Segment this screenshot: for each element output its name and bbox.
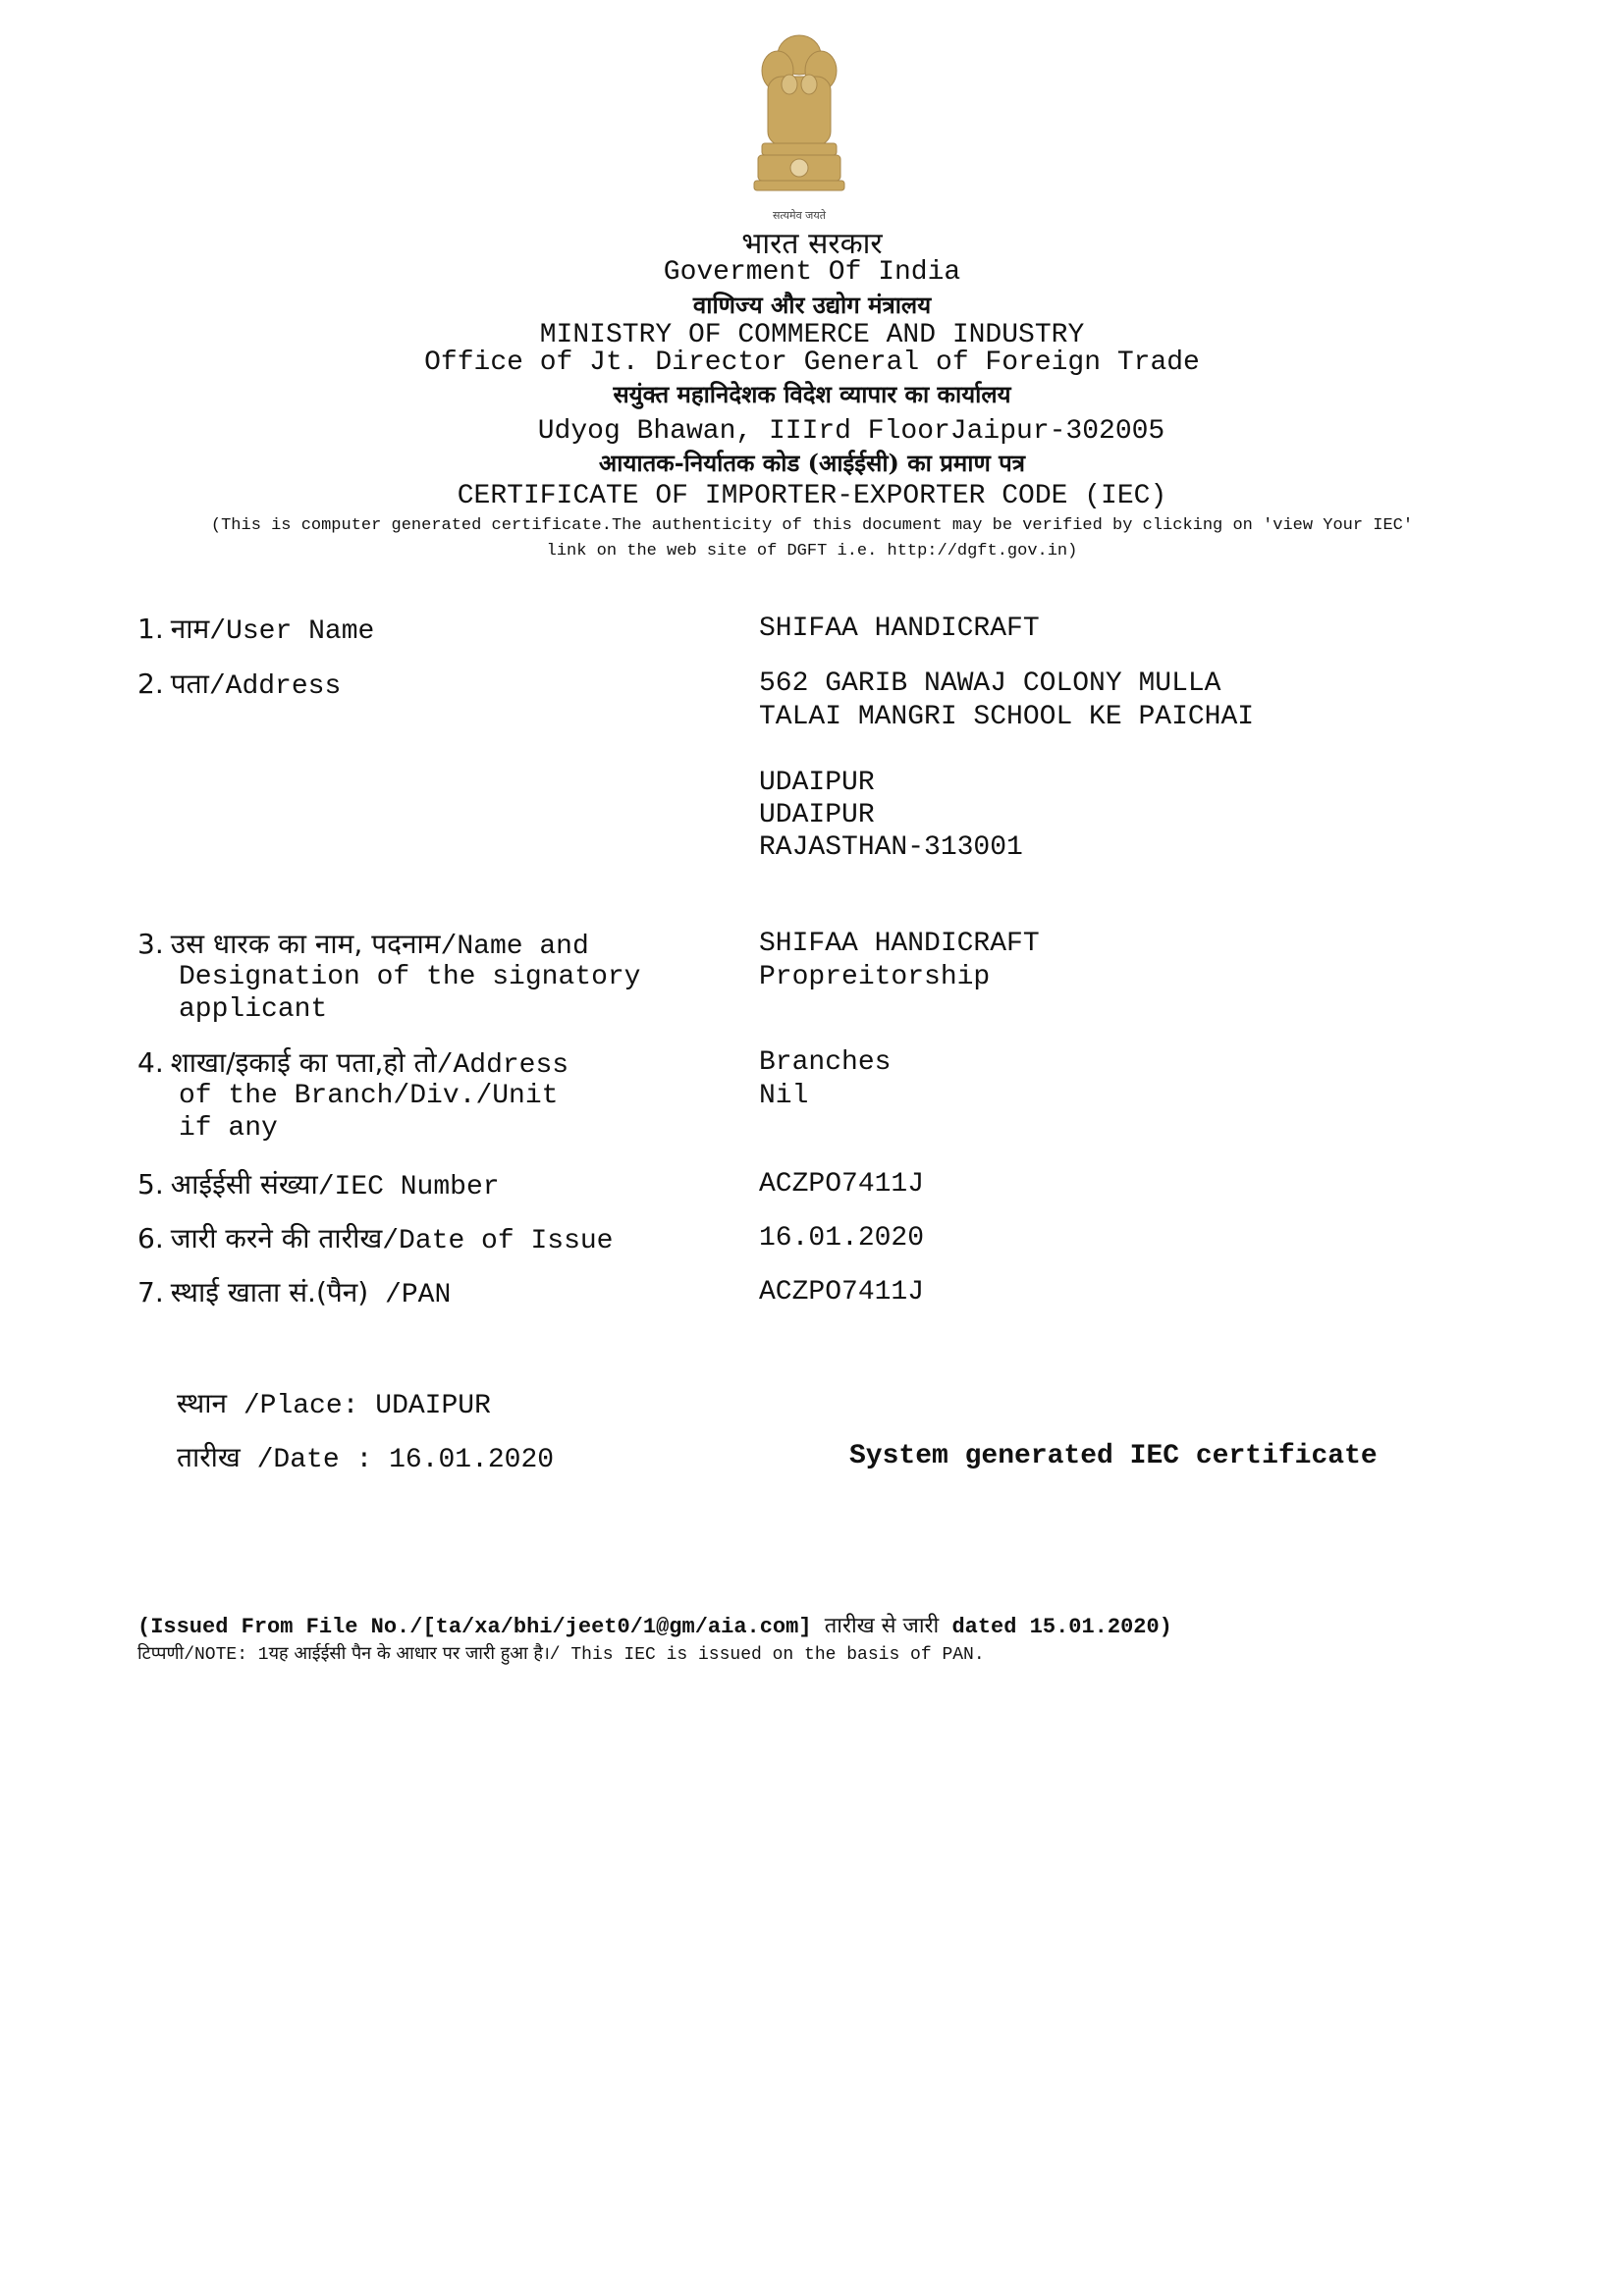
office-hindi-title: सयुंक्त महानिदेशक विदेश व्यापार का कार्यालय (613, 380, 1011, 408)
place-value: UDAIPUR (375, 1391, 491, 1421)
field-value-user-name: SHIFAA HANDICRAFT (759, 614, 1040, 644)
emblem-motto: सत्यमेव जयते (772, 209, 826, 222)
certificate-title: CERTIFICATE OF IMPORTER-EXPORTER CODE (IEC) (457, 481, 1167, 511)
authenticity-note-line1: (This is computer generated certificate.The authenticity of this document may be verified by clicking on 'view Your IEC' (210, 516, 1414, 535)
field-label-branch-cont2: if any (179, 1113, 278, 1144)
place-line: स्थान /Place: UDAIPUR (177, 1387, 491, 1421)
field-label-signatory-cont1: Designation of the signatory (179, 962, 641, 992)
field-value-iec-number: ACZPO7411J (759, 1169, 925, 1200)
field-label-iec-number: 5. आईईसी संख्या/IEC Number (137, 1168, 500, 1202)
field-value-address-state: RAJASTHAN-313001 (759, 832, 1023, 863)
govt-title: Goverment Of India (663, 257, 961, 288)
field-value-date-of-issue: 16.01.2020 (759, 1223, 925, 1254)
field-value-signatory-designation: Propreitorship (759, 962, 991, 992)
national-emblem-icon (738, 27, 860, 224)
field-value-address-city: UDAIPUR (759, 768, 875, 798)
ministry-title: MINISTRY OF COMMERCE AND INDUSTRY (539, 320, 1085, 350)
field-label-branch-cont1: of the Branch/Div./Unit (179, 1081, 559, 1111)
authenticity-note-line2: link on the web site of DGFT i.e. http://dgft.gov.in) (546, 542, 1078, 561)
date-value: 16.01.2020 (389, 1445, 555, 1475)
field-value-pan: ACZPO7411J (759, 1277, 925, 1308)
field-label-signatory: 3. उस धारक का नाम, पदनाम/Name and (137, 928, 589, 962)
field-value-branch-heading: Branches (759, 1047, 892, 1078)
field-value-signatory-name: SHIFAA HANDICRAFT (759, 929, 1040, 959)
govt-hindi-title: भारत सरकार (741, 227, 883, 261)
office-address: Udyog Bhawan, IIIrd FloorJaipur-302005 (537, 416, 1165, 447)
certificate-hindi-title: आयातक-निर्यातक कोड (आईईसी) का प्रमाण पत्र (598, 449, 1026, 477)
ministry-hindi-title: वाणिज्य और उद्योग मंत्रालय (692, 291, 932, 319)
issued-from-file: (Issued From File No./[ta/xa/bhi/jeet0/1@gm/aia.com] तारीख से जारी dated 15.01.2020) (137, 1614, 1172, 1639)
field-label-date-of-issue: 6. जारी करने की तारीख/Date of Issue (137, 1222, 614, 1256)
field-value-address-district: UDAIPUR (759, 800, 875, 830)
field-value-address-line2: TALAI MANGRI SCHOOL KE PAICHAI (759, 702, 1255, 732)
system-generated-label: System generated IEC certificate (849, 1441, 1378, 1471)
field-label-signatory-cont2: applicant (179, 994, 328, 1025)
field-value-address-line1: 562 GARIB NAWAJ COLONY MULLA (759, 668, 1221, 699)
office-title: Office of Jt. Director General of Foreign Trade (424, 347, 1200, 378)
field-label-address: 2. पता/Address (137, 667, 342, 702)
field-label-user-name: 1. नाम/User Name (137, 613, 375, 647)
pan-note: टिप्पणी/NOTE: 1यह आईईसी पैन के आधार पर जारी हुआ है।/ This IEC is issued on the basis of PAN. (137, 1643, 985, 1665)
field-label-branch: 4. शाखा/इकाई का पता,हो तो/Address (137, 1046, 569, 1081)
field-value-branch: Nil (759, 1081, 809, 1111)
date-line: तारीख /Date : 16.01.2020 (177, 1441, 555, 1475)
field-label-pan: 7. स्थाई खाता सं.(पैन) /PAN (137, 1276, 452, 1310)
